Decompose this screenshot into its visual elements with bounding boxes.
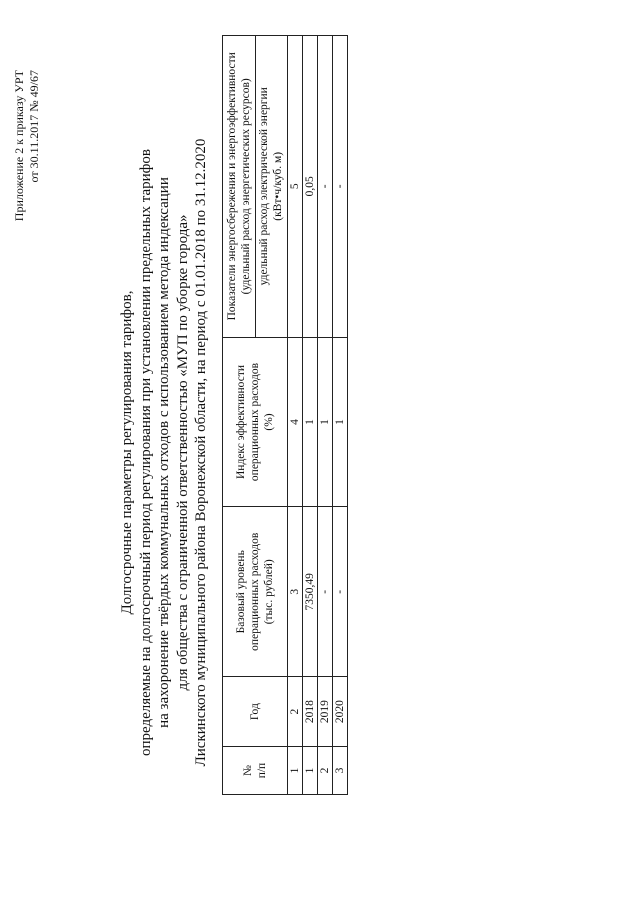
cell-base: - <box>333 507 348 677</box>
cell-energy: 0,05 <box>303 36 318 338</box>
header-year: Год <box>223 677 288 747</box>
table-header-row <box>223 36 288 795</box>
col-number: 2 <box>288 677 303 747</box>
cell-energy: - <box>318 36 333 338</box>
cell-year: 2019 <box>318 677 333 747</box>
document-title <box>118 0 211 905</box>
title-line-3: на захоронение твёрдых коммунальных отходов с использованием метода индексации <box>156 177 172 728</box>
appendix-line-1: Приложение 2 к приказу УРТ <box>12 70 26 222</box>
col-number: 3 <box>288 507 303 677</box>
cell-energy: - <box>333 36 348 338</box>
table-row <box>318 36 333 795</box>
appendix-note <box>12 70 42 221</box>
cell-num: 3 <box>333 747 348 795</box>
table-row <box>333 36 348 795</box>
cell-num: 2 <box>318 747 333 795</box>
cell-index: 1 <box>318 337 333 507</box>
title-line-2: определяемые на долгосрочный период регулирования при установлении предельных тарифов <box>137 149 154 757</box>
col-number: 5 <box>288 36 303 338</box>
cell-index: 1 <box>303 337 318 507</box>
col-number: 1 <box>288 747 303 795</box>
header-efficiency-index: Индекс эффективности операционных расходов (%) <box>223 337 288 507</box>
cell-year: 2020 <box>333 677 348 747</box>
parameters-table <box>222 35 348 795</box>
col-number: 4 <box>288 337 303 507</box>
cell-year: 2018 <box>303 677 318 747</box>
table-row <box>303 36 318 795</box>
cell-base: - <box>318 507 333 677</box>
header-num: № п/п <box>223 747 288 795</box>
cell-index: 1 <box>333 337 348 507</box>
header-base-level: Базовый уровень операционных расходов (тыс. рублей) <box>223 507 288 677</box>
cell-base: 7350,49 <box>303 507 318 677</box>
title-line-4: для общества с ограниченной ответственностью «МУП по уборке города» <box>174 214 191 691</box>
header-energy-indicators: Показатели энергосбережения и энергоэффективности (удельный расход энергетических ресурсов) удельный расход электрической энергии (кВт•ч/куб. м) <box>223 36 288 338</box>
appendix-line-2: от 30.11.2017 № 49/67 <box>27 70 41 183</box>
title-line-1: Долгосрочные параметры регулирования тарифов, <box>119 290 135 615</box>
column-number-row <box>288 36 303 795</box>
cell-num: 1 <box>303 747 318 795</box>
title-line-5: Лискинского муниципального района Воронежской области, на период с 01.01.2018 по 31.12.2020 <box>193 138 209 767</box>
